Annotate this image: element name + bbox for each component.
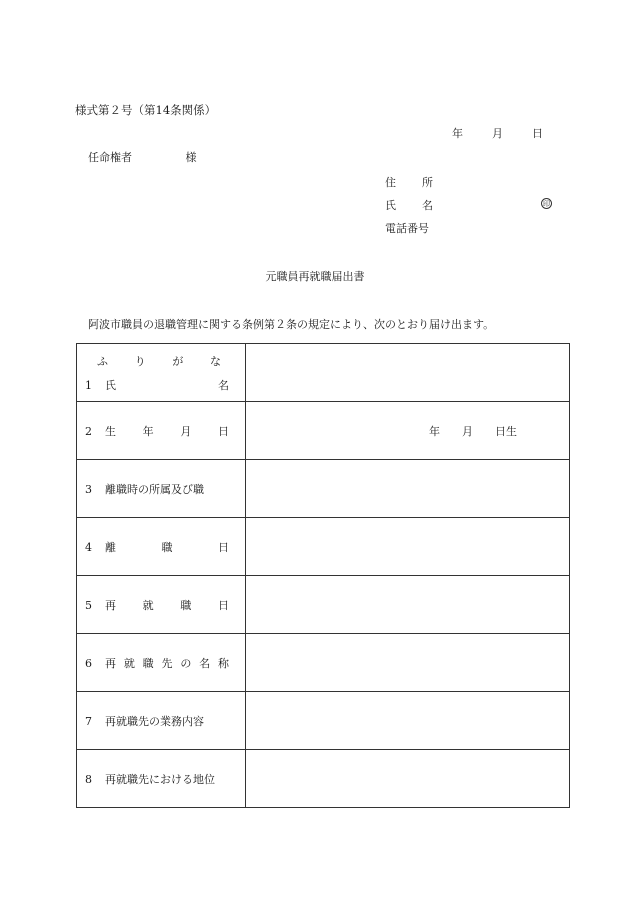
row-label <box>77 634 246 692</box>
label-text: 離職時の所属及び職 <box>105 482 204 496</box>
date-month-label: 月 <box>492 127 503 140</box>
table-row <box>77 750 570 808</box>
address-label-char2: 所 <box>422 176 433 189</box>
row-number: 6 <box>85 656 92 670</box>
row-number: 5 <box>85 598 92 612</box>
row-number: 4 <box>85 540 92 554</box>
row-label <box>77 402 246 460</box>
phone-label: 電話番号 <box>385 222 429 235</box>
row-number: 1 <box>85 378 92 392</box>
row-number: 3 <box>85 482 92 496</box>
employer-name-value-cell[interactable] <box>246 634 570 692</box>
furigana-char: な <box>209 354 221 368</box>
label-char: 名 <box>199 656 211 670</box>
retirement-date-value-cell[interactable] <box>246 518 570 576</box>
business-content-label <box>85 713 245 729</box>
value-month: 月 <box>462 424 473 438</box>
birthdate-value-cell[interactable] <box>246 402 570 460</box>
document-title: 元職員再就職届出書 <box>265 270 365 283</box>
row-number: 7 <box>85 714 92 728</box>
form-number: 様式第２号（第14条関係） <box>75 103 217 117</box>
name-field-label <box>85 377 245 393</box>
label-char: 職 <box>161 540 173 554</box>
value-day: 日生 <box>495 424 517 438</box>
birthdate-label <box>85 423 245 439</box>
label-char: 再 <box>105 598 116 612</box>
addressee-line <box>88 151 197 165</box>
table-row <box>77 518 570 576</box>
label-char: 就 <box>142 598 154 612</box>
furigana-char: ふ <box>97 354 108 368</box>
addressee: 任命権者 <box>88 151 132 164</box>
name-label <box>385 199 433 213</box>
table-row <box>77 634 570 692</box>
name-value-cell[interactable] <box>246 344 570 402</box>
label-char: 称 <box>217 656 229 670</box>
row-label <box>77 692 246 750</box>
employer-position-value-cell[interactable] <box>246 750 570 808</box>
intro-text: 阿波市職員の退職管理に関する条例第２条の規定により、次のとおり届け出ます。 <box>88 318 495 331</box>
row-number: 2 <box>85 424 92 438</box>
row-number: 8 <box>85 772 92 786</box>
table-row <box>77 576 570 634</box>
label-text: 再就職先の業務内容 <box>105 714 204 728</box>
table-row <box>77 344 570 402</box>
seal-mark: 印 <box>543 200 550 208</box>
row-label <box>77 460 246 518</box>
name-label-char2: 名 <box>422 199 433 212</box>
label-char: 職 <box>180 598 192 612</box>
row-label <box>77 576 246 634</box>
date-year-label: 年 <box>452 127 463 140</box>
position-at-employer-label <box>85 771 245 787</box>
table-row <box>77 402 570 460</box>
employer-name-label <box>85 655 245 671</box>
label-char: 氏 <box>105 378 116 392</box>
value-year: 年 <box>429 424 440 438</box>
position-value-cell[interactable] <box>246 460 570 518</box>
furigana-char: り <box>134 354 146 368</box>
position-at-retirement-label <box>85 481 245 497</box>
row-label <box>77 518 246 576</box>
report-form-table <box>76 343 570 808</box>
label-char: 離 <box>105 540 116 554</box>
label-char: 生 <box>105 424 116 438</box>
addressee-suffix: 様 <box>185 151 197 164</box>
address-label <box>385 176 433 190</box>
label-char: 名 <box>218 378 229 392</box>
reemployment-date-label <box>85 597 245 613</box>
label-char: 日 <box>217 424 229 438</box>
table-row <box>77 692 570 750</box>
label-char: 日 <box>217 598 229 612</box>
birthdate-placeholder <box>246 423 569 439</box>
label-char: 年 <box>142 424 154 438</box>
date-day-label: 日 <box>532 127 543 140</box>
row-label <box>77 750 246 808</box>
address-label-char1: 住 <box>385 176 396 189</box>
reemployment-date-value-cell[interactable] <box>246 576 570 634</box>
retirement-date-label <box>85 539 245 555</box>
label-char: 再 <box>105 656 116 670</box>
label-char: 職 <box>142 656 154 670</box>
furigana-char: が <box>172 354 184 368</box>
label-text: 再就職先における地位 <box>105 772 215 786</box>
label-char: の <box>180 656 192 670</box>
label-char: 就 <box>123 656 135 670</box>
name-label-char1: 氏 <box>385 199 396 212</box>
table-row <box>77 460 570 518</box>
label-char: 先 <box>161 656 173 670</box>
label-char: 日 <box>218 540 229 554</box>
label-char: 月 <box>180 424 192 438</box>
row-label <box>77 344 246 402</box>
furigana-label <box>85 353 245 369</box>
date-header <box>452 127 543 141</box>
business-content-value-cell[interactable] <box>246 692 570 750</box>
